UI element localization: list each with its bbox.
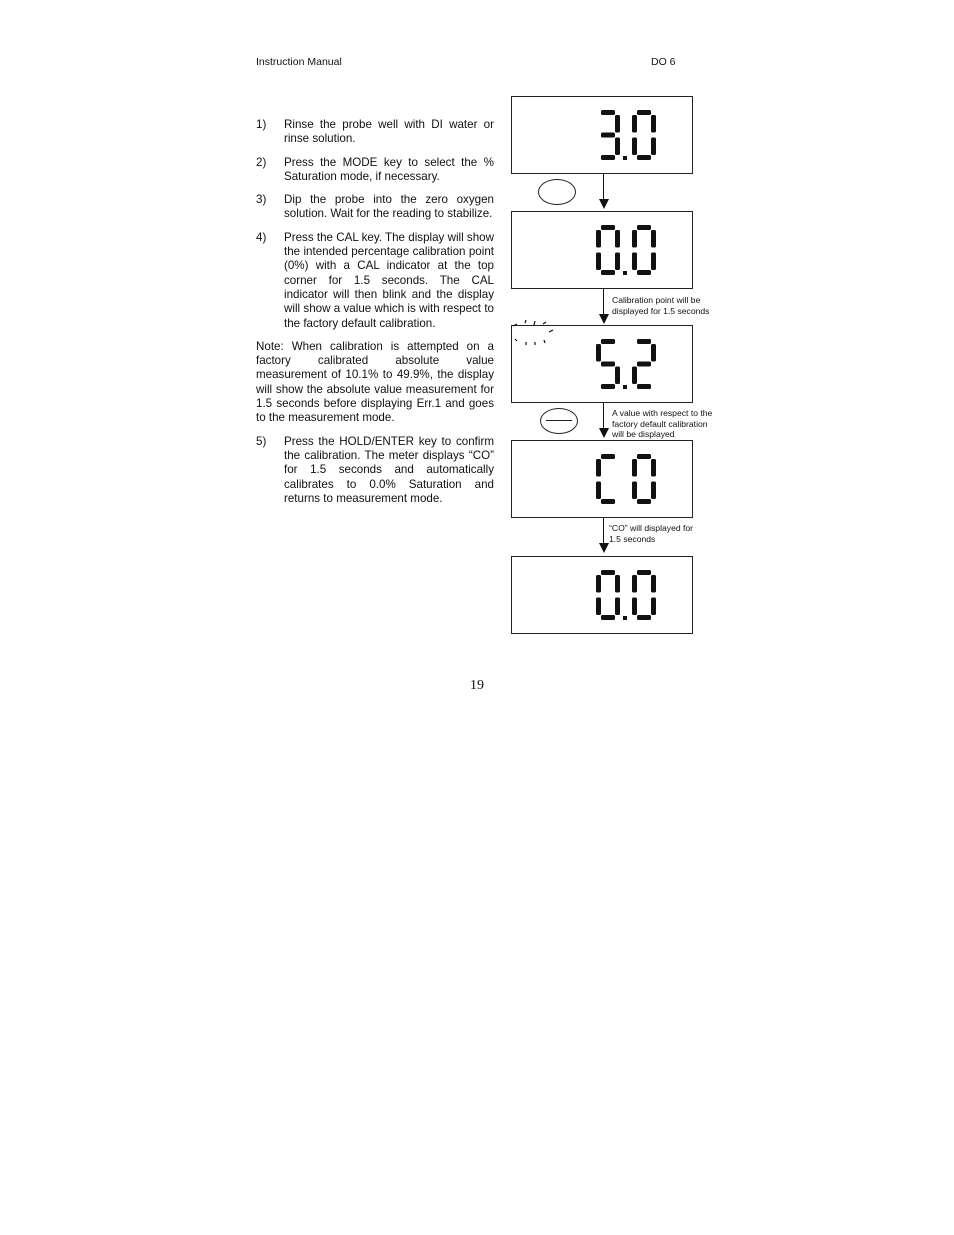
step-2: [256, 156, 494, 185]
flow-arrow-1: [599, 174, 609, 210]
step-text: Rinse the probe well with DI water or rinse solution.: [284, 118, 494, 146]
lcd-display-2: [511, 211, 693, 289]
step-number: 4): [256, 230, 267, 244]
step-number: 5): [256, 434, 267, 448]
lcd-display-4: [511, 440, 693, 518]
step-4: [256, 231, 494, 331]
caption-line: will be displayed: [612, 429, 675, 439]
flow-arrow-3: [599, 403, 609, 439]
blinking-cal-indicator-icon: [511, 320, 555, 346]
header-left: Instruction Manual: [256, 56, 342, 68]
lcd-digit: [596, 454, 615, 504]
lcd-decimal-point: [623, 271, 627, 275]
step-text: Press the MODE key to select the % Saturation mode, if necessary.: [284, 155, 494, 183]
lcd-reading: [512, 441, 694, 519]
lcd-display-5: [511, 556, 693, 634]
calibration-note: Note: When calibration is attempted on a factory calibrated absolute value measurement of 10.1% to 49.9%, the display will show the absolute value measurement for 1.5 seconds before displaying Err.1 and goes to the measurement mode.: [256, 339, 494, 425]
step-number: 2): [256, 155, 267, 169]
lcd-digit: [596, 339, 620, 389]
flow-arrow-4: [599, 518, 609, 554]
lcd-display-1: [511, 96, 693, 174]
step-number: 1): [256, 118, 267, 131]
lcd-reading: [512, 97, 694, 175]
lcd-reading: [512, 557, 694, 635]
header-right: DO 6: [651, 56, 676, 68]
lcd-digit: [632, 454, 656, 504]
lcd-decimal-point: [623, 156, 627, 160]
lcd-decimal-point: [623, 616, 627, 620]
step-number: 3): [256, 193, 267, 207]
caption-line: “CO” will displayed for: [609, 523, 694, 533]
step-text: Press the HOLD/ENTER key to confirm the calibration. The meter displays “CO” for 1.5 seconds and automatically calibrates to 0.0% Saturation and returns to measurement mode.: [284, 434, 494, 505]
lcd-digit: [632, 570, 656, 620]
lcd-reading: [512, 212, 694, 290]
caption-value-respect: [612, 408, 712, 440]
lcd-decimal-point: [623, 385, 627, 389]
hold-enter-key-icon: [540, 408, 578, 434]
lcd-digit: [596, 570, 620, 620]
step-3: [256, 193, 494, 222]
lcd-digit: [601, 110, 620, 160]
caption-line: displayed for 1.5 seconds: [612, 305, 710, 316]
mode-key-icon: [538, 179, 576, 205]
lcd-digit: [632, 225, 656, 275]
caption-line: factory default calibration: [612, 418, 708, 429]
instruction-steps: [256, 118, 494, 515]
caption-line: A value with respect to the: [612, 408, 713, 418]
step-text: Dip the probe into the zero oxygen solution. Wait for the reading to stabilize.: [284, 193, 494, 221]
caption-line: Calibration point will be: [612, 295, 701, 305]
lcd-digit: [632, 339, 656, 389]
lcd-digit: [632, 110, 656, 160]
flow-arrow-2: [599, 289, 609, 325]
caption-line: 1.5 seconds: [609, 533, 656, 544]
step-1: [256, 118, 494, 147]
lcd-digit: [596, 225, 620, 275]
page-number: 19: [470, 678, 484, 693]
step-text: Press the CAL key. The display will show the intended percentage calibration point (0%) with a CAL indicator at the top corner for 1.5 seconds. The CAL indicator will then blink and the display will show a value which is with respect to the factory default calibration.: [284, 230, 494, 330]
caption-calibration-point: [612, 295, 709, 316]
caption-co: [609, 523, 693, 544]
step-5: [256, 435, 494, 506]
